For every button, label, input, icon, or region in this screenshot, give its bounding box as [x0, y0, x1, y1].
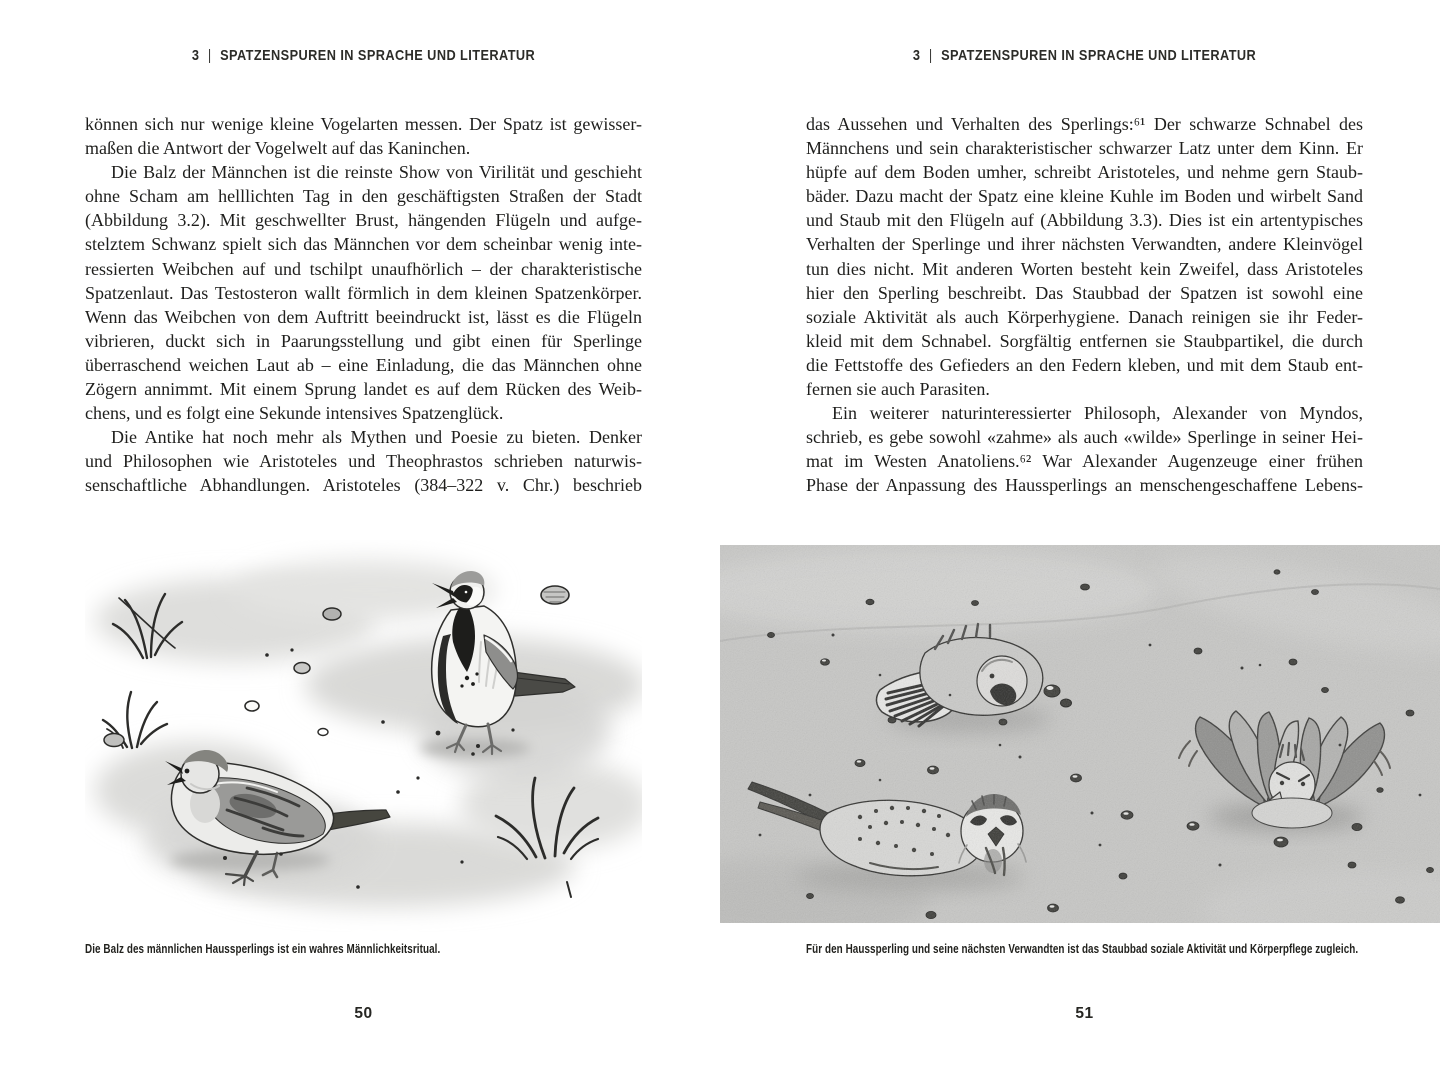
- body-text-line: bäder. Dazu macht der Spatz eine kleine Kuhle im Boden und wirbelt Sand: [806, 186, 1363, 207]
- running-title: SPATZENSPUREN IN SPRACHE UND LITERATUR: [941, 47, 1257, 64]
- body-text-line: ressierten Weibchen auf und tschilpt unaufhörlich – der charakteristische: [85, 258, 642, 279]
- body-text-left: [85, 112, 642, 498]
- body-text-line: maßen die Antwort der Vogelwelt auf das Kaninchen.: [85, 138, 471, 159]
- body-text-line: können sich nur wenige kleine Vogelarten messen. Der Spatz ist gewisser-: [85, 114, 642, 134]
- body-text-line: kleid mit dem Schnabel. Sorgfältig entfernen sie Staubpartikel, die durch: [806, 330, 1363, 351]
- page-number-left: 50: [354, 1005, 373, 1022]
- header-separator: |: [928, 47, 933, 64]
- body-text-line: (Abbildung 3.2). Mit geschwellter Brust, hängenden Flügeln und aufge-: [85, 210, 642, 231]
- running-header-left: [127, 47, 600, 64]
- body-text-line: hier den Sperling beschreibt. Das Staubbad der Spatzen ist sowohl eine: [806, 282, 1363, 303]
- chapter-number: 3: [191, 47, 200, 64]
- body-text-line: Die Antike hat noch mehr als Mythen und Poesie zu bieten. Denker: [111, 427, 642, 448]
- body-text-line: hüpfe auf dem Boden umher, schreibt Aristoteles, und nehme gern Staub-: [806, 162, 1363, 183]
- body-text-right: [806, 112, 1363, 498]
- figure-courtship: [85, 540, 642, 932]
- body-text-line: Zögern annimmt. Mit einem Sprung landet es auf dem Rücken des Weib-: [85, 379, 642, 400]
- running-title: SPATZENSPUREN IN SPRACHE UND LITERATUR: [220, 47, 536, 64]
- figure-caption-right: Für den Haussperling und seine nächsten Verwandten ist das Staubbad soziale Aktivität und Körperpflege zugleich.: [806, 941, 1359, 956]
- body-text-line: chens, und es folgt eine Sekunde intensives Spatzenglück.: [85, 403, 504, 424]
- body-text-line: stelztem Schwanz spielt sich das Männchen vor dem scheinbar wenig inte-: [85, 234, 642, 255]
- body-text-line: ohne Scham am helllichten Tag in den geschäftigsten Straßen der Stadt: [85, 186, 642, 207]
- body-text-line: schrieb, es gebe sowohl «zahme» als auch «wilde» Sperlinge in seiner Hei-: [806, 427, 1363, 448]
- body-text-line: Die Balz der Männchen ist die reinste Show von Virilität und geschieht: [111, 162, 642, 183]
- body-text-line: Ein weiterer naturinteressierter Philosoph, Alexander von Myndos,: [832, 403, 1363, 424]
- page-number-right: 51: [1075, 1005, 1094, 1022]
- chapter-number: 3: [912, 47, 921, 64]
- body-text-line: soziale Aktivität als auch Körperhygiene. Danach reinigen sie ihr Feder-: [806, 306, 1363, 327]
- body-text-line: tun dies nicht. Mit anderen Worten besteht kein Zweifel, dass Aristoteles: [806, 258, 1363, 279]
- body-text-line: überraschend weichen Laut ab – eine Einladung, die das Männchen ohne: [85, 354, 642, 375]
- body-text-line: Spatzenlaut. Das Testosteron wallt förmlich in dem kleinen Spatzenkörper.: [85, 282, 642, 303]
- running-header-right: [848, 47, 1321, 64]
- body-text-line: das Aussehen und Verhalten des Sperlings:⁶¹ Der schwarze Schnabel des: [806, 114, 1363, 134]
- body-text-line: fernen sie auch Parasiten.: [806, 379, 990, 400]
- body-text-line: Phase der Anpassung des Haussperlings an menschengeschaffene Lebens-: [806, 475, 1363, 496]
- body-text-line: mat im Westen Anatoliens.⁶² War Alexander Augenzeuge einer frühen: [806, 451, 1363, 472]
- dustbath-illustration: [720, 545, 1440, 923]
- courtship-illustration: [85, 540, 642, 932]
- body-text-line: Wenn das Weibchen von dem Auftritt beeindruckt ist, lässt es die Flügeln: [85, 306, 642, 327]
- body-text-line: senschaftliche Abhandlungen. Aristoteles (384–322 v. Chr.) beschrieb: [85, 475, 642, 496]
- body-text-line: Männchens und sein charakteristischer schwarzer Latz unter dem Kinn. Er: [806, 138, 1363, 159]
- sand-grain-texture: [720, 545, 1440, 923]
- body-text-line: vibrieren, duckt sich in Paarungsstellung und gibt einen für Sperlinge: [85, 330, 642, 351]
- header-separator: |: [207, 47, 212, 64]
- body-text-line: Verhalten der Sperlinge und ihrer nächsten Verwandten, andere Kleinvögel: [806, 234, 1363, 255]
- figure-dustbath: [720, 545, 1440, 923]
- body-text-line: und Philosophen wie Aristoteles und Theophrastos schrieben naturwis-: [85, 451, 642, 472]
- body-text-line: und Staub mit den Flügeln auf (Abbildung 3.3). Dies ist ein artentypisches: [806, 210, 1363, 231]
- body-text-line: die Fettstoffe des Gefieders an den Federn kleben, und mit dem Staub ent-: [806, 354, 1363, 375]
- wash-background: [95, 560, 642, 907]
- figure-caption-left: Die Balz des männlichen Haussperlings ist ein wahres Männlichkeitsritual.: [85, 941, 441, 956]
